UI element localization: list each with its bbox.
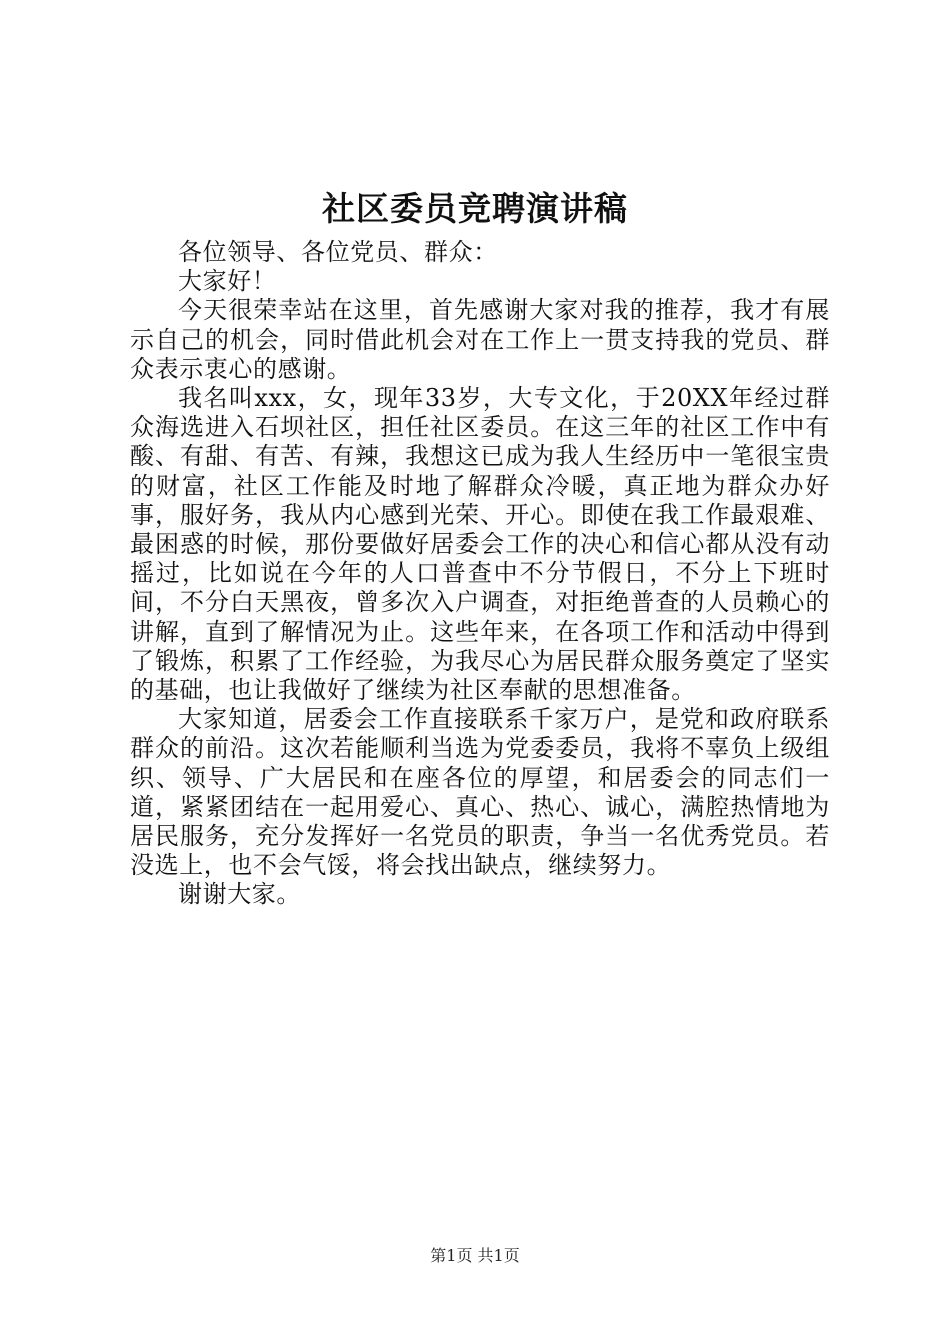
paragraph-experience: 我名叫xxx，女，现年33岁，大专文化，于20XX年经过群众海选进入石坝社区，担任社区委员。在这三年的社区工作中有酸、有甜、有苦、有辣，我想这已成为我人生经历中一笔很宝贵的财富，社区工作能及时地了解群众冷暖，真正地为群众办好事，服好务，我从内心感到光荣、开心。即使在我工作最艰难、最困惑的时候，那份要做好居委会工作的决心和信心都从没有动摇过，比如说在今年的人口普查中不分节假日，不分上下班时间，不分白天黑夜，曾多次入户调查，对拒绝普查的人员赖心的讲解，直到了解情况为止。这些年来，在各项工作和活动中得到了锻炼，积累了工作经验，为我尽心为居民群众服务奠定了坚实的基础，也让我做好了继续为社区奉献的思想准备。 (130, 384, 830, 705)
document-title: 社区委员竞聘演讲稿 (322, 189, 628, 228)
greeting: 大家好！ (178, 267, 277, 296)
document-body (130, 238, 830, 910)
paragraph-commitment: 大家知道，居委会工作直接联系千家万户，是党和政府联系群众的前沿。这次若能顺利当选为党委委员，我将不辜负上级组织、领导、广大居民和在座各位的厚望，和居委会的同志们一道，紧紧团结在一起用爱心、真心、热心、诚心，满腔热情地为居民服务，充分发挥好一名党员的职责，争当一名优秀党员。若没选上，也不会气馁，将会找出缺点，继续努力。 (130, 705, 830, 880)
closing: 谢谢大家。 (178, 880, 301, 909)
paragraph-intro: 今天很荣幸站在这里，首先感谢大家对我的推荐，我才有展示自己的机会，同时借此机会对在工作上一贯支持我的党员、群众表示衷心的感谢。 (130, 296, 830, 383)
page-footer: 第1页 共1页 (430, 1246, 520, 1265)
salutation: 各位领导、各位党员、群众： (178, 238, 498, 266)
